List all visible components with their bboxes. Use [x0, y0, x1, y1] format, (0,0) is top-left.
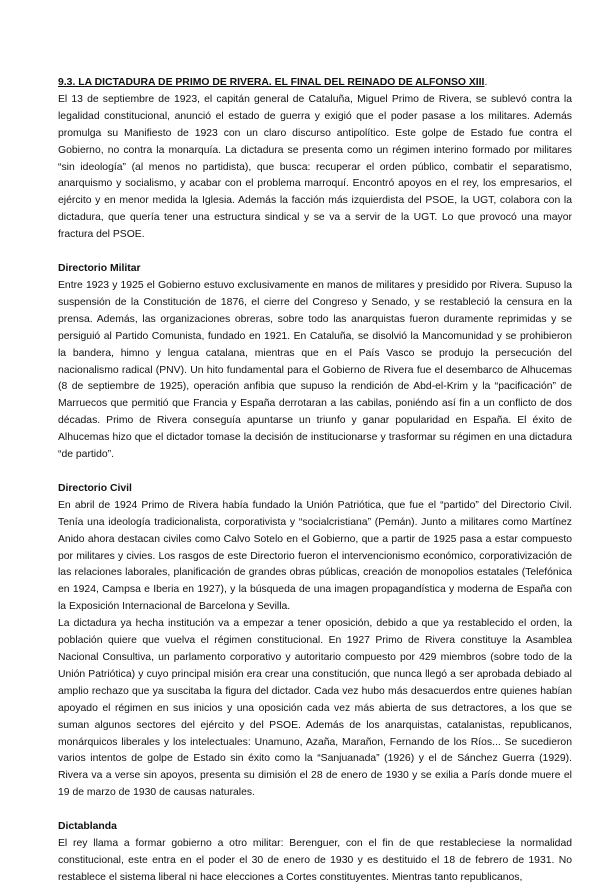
section-spacer	[58, 464, 572, 481]
heading-dictablanda: Dictablanda	[58, 821, 117, 833]
paragraph-directorio-militar: Entre 1923 y 1925 el Gobierno estuvo exclusivamente en manos de militares y presidido por Rivera. Supuso la suspensión de la Constitución de 1876, el cierre del Congreso y Senado, y se restableció la censura en la prensa. Además, las organizaciones obreras, sobre todo las anarquistas fueron duramente reprimidas y se persiguió al Partido Comunista, fundado en 1921. En Cataluña, se disolvió la Mancomunidad y se prohibieron la bandera, himno y lengua catalana, mientras que en el País Vasco se produjo la persecución del nacionalismo radical (PNV). Un hito fundamental para el Gobierno de Rivera fue el desembarco de Alhucemas (8 de septiembre de 1925), operación anfibia que supuso la rendición de Abd-el-Krim y la “pacificación” de Marruecos que permitió que Francia y España derrotaran a las cabilas, poniéndo así fin a un conflicto de dos décadas. Primo de Rivera conseguía apuntarse un triunfo y ganar popularidad en España. El éxito de Alhucemas hizo que el dictador tomase la decisión de institucionarse y trasformar su régimen en una dictadura “de partido”.	[58, 279, 572, 461]
document-body	[58, 75, 572, 887]
title-period: .	[484, 77, 488, 88]
section-spacer	[58, 244, 572, 261]
paragraph-dictablanda: El rey llama a formar gobierno a otro militar: Berenguer, con el fin de que restableciese la normalidad constitucional, este entra en el poder el 30 de enero de 1930 y es destituido el 18 de febrero de 1931. No restablece el sistema liberal ni hace elecciones a Cortes constituyentes. Mientras tanto republicanos,	[58, 838, 572, 883]
heading-directorio-militar: Directorio Militar	[58, 263, 141, 275]
heading-directorio-civil: Directorio Civil	[58, 482, 132, 494]
intro-paragraph: El 13 de septiembre de 1923, el capitán general de Cataluña, Miguel Primo de Rivera, se sublevó contra la legalidad constitucional, anunció el estado de guerra y exigió que el poder pasase a los militares. Además promulga su Manifiesto de 1923 con un claro discurso antipolítico. Este golpe de Estado fue contra el Gobierno, no contra la monarquía. La dictadura se presenta como un régimen interino formado por militares “sin ideología” (al menos no partidista), que busca: recuperar el orden público, combatir el separatismo, anarquismo y socialismo, y acabar con el problema marroquí. Encontró apoyos en el rey, los empresarios, el ejército y en menor medida la Iglesia. Además la facción más izquierdista del PSOE, la UGT, colabora con la dictadura, que quería tener una estructura sindical y se va a servir de la UGT. Lo que provocó una mayor fractura del PSOE.	[58, 93, 572, 241]
section-spacer	[58, 802, 572, 819]
paragraph-directorio-civil-2: La dictadura ya hecha institución va a empezar a tener oposición, debido a que ya restablecido el orden, la población quiere que vuelva el régimen constitucional. En 1927 Primo de Rivera constituye la Asamblea Nacional Consultiva, un parlamento corporativo y autoritario compuesto por 429 miembros (sobre todo de la Unión Patriótica) y cuyo principal misión era crear una constitución, que nunca llegó a ser aprobada debiado al amplio rechazo que ya suscitaba la figura del dictador. Cada vez hubo más desacuerdos entre quienes habían apoyado el régimen en sus inicios y una oposición cada vez más abierta de sus detractores, a los que se suman algunos sectores del ejército y del PSOE. Además de los anarquistas, catalanistas, republicanos, monárquicos liberales y los intelectuales: Unamuno, Azaña, Marañon, Fernando de los Ríos... Se sucedieron varios intentos de golpe de Estado sin éxito como la “Sanjuanada” (1926) y el de Sánchez Guerra (1929). Rivera va a verse sin apoyos, presenta su dimisión el 28 de enero de 1930 y se exilia a París donde muere el 19 de marzo de 1930 de causas naturales.	[58, 618, 572, 799]
paragraph-directorio-civil-1: En abril de 1924 Primo de Rivera había fundado la Unión Patriótica, que fue el “partido” del Directorio Civil. Tenía una ideología tradicionalista, corporativista y “socialcristiana” (Pemán). Junto a militares como Martínez Anido ahora destacan civiles como Calvo Sotelo en el Gobierno, que a partir de 1925 pasa a estar compuesto por militares y civies. Los rasgos de este Directorio fueron el intervencionismo económico, corporativización de las relaciones laborales, planificación de grandes obras públicas, creación de monopolios estatales (Telefónica en 1924, Campsa e Iberia en 1927), y la búsqueda de una imagen propagandística y moderna de España con la Exposición Internacional de Barcelona y Sevilla.	[58, 499, 572, 613]
title-line	[58, 75, 572, 92]
document-title: 9.3. LA DICTADURA DE PRIMO DE RIVERA. EL FINAL DEL REINADO DE ALFONSO XIII	[58, 77, 485, 88]
